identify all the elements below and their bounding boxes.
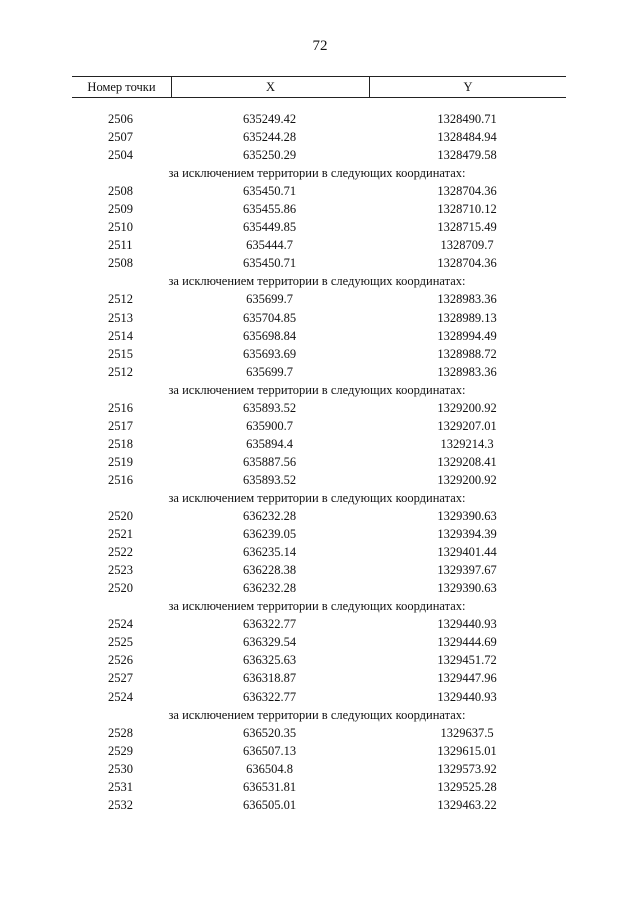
- point-number-cell: 2509: [108, 202, 133, 217]
- table-row: [72, 236, 566, 254]
- x-coordinate-cell: 636232.28: [242, 509, 297, 524]
- point-number-cell: 2512: [108, 292, 133, 307]
- table-body: [72, 110, 566, 814]
- point-number-cell: 2506: [108, 112, 133, 126]
- table-row: [72, 543, 566, 561]
- table-row: [72, 182, 566, 200]
- x-coordinate-cell: 636504.8: [246, 761, 293, 776]
- point-number-cell: 2519: [108, 454, 133, 469]
- point-number-cell: 2514: [108, 328, 133, 343]
- y-coordinate-cell: 1329207.01: [437, 418, 497, 433]
- x-coordinate-cell: 636531.81: [242, 779, 297, 794]
- x-coordinate-cell: 636318.87: [242, 671, 297, 686]
- x-coordinate-cell: 635449.85: [242, 220, 297, 235]
- y-coordinate-cell: 1329463.22: [437, 797, 497, 812]
- x-coordinate-cell: 635894.4: [246, 436, 293, 451]
- y-coordinate-cell: 1329390.63: [437, 581, 497, 596]
- table-row: [72, 688, 566, 706]
- exclusion-note-text: за исключением территории в следующих координатах:: [168, 490, 466, 505]
- point-number-cell: 2524: [108, 689, 133, 704]
- x-coordinate-cell: 636325.63: [242, 653, 297, 668]
- table-row: [72, 146, 566, 164]
- exclusion-note-text: за исключением территории в следующих координатах:: [168, 382, 466, 397]
- y-coordinate-cell: 1329573.92: [437, 761, 497, 776]
- point-number-cell: 2527: [108, 671, 133, 686]
- point-number-cell: 2513: [108, 310, 133, 325]
- header-y: Y: [463, 80, 473, 94]
- y-coordinate-cell: 1329637.5: [440, 725, 494, 740]
- x-coordinate-cell: 635450.71: [242, 256, 297, 271]
- table-row: [72, 435, 566, 453]
- table-row: [72, 724, 566, 742]
- y-coordinate-cell: 1328704.36: [437, 256, 497, 271]
- exclusion-note-row: [72, 272, 566, 290]
- table-row: [72, 110, 566, 128]
- point-number-cell: 2504: [108, 148, 133, 163]
- table-row: [72, 200, 566, 218]
- point-number-cell: 2532: [108, 797, 133, 812]
- point-number-cell: 2523: [108, 563, 133, 578]
- exclusion-note-text: за исключением территории в следующих координатах:: [168, 599, 466, 614]
- point-number-cell: 2508: [108, 256, 133, 271]
- table-row: [72, 309, 566, 327]
- table-row: [72, 778, 566, 796]
- exclusion-note-text: за исключением территории в следующих координатах:: [168, 274, 466, 289]
- x-coordinate-cell: 635704.85: [242, 310, 297, 325]
- table-row: [72, 651, 566, 669]
- table-row: [72, 345, 566, 363]
- table-row: [72, 760, 566, 778]
- table-row: [72, 633, 566, 651]
- point-number-cell: 2530: [108, 761, 133, 776]
- point-number-cell: 2531: [108, 779, 133, 794]
- point-number-cell: 2524: [108, 617, 133, 632]
- point-number-cell: 2510: [108, 220, 133, 235]
- exclusion-note-row: [72, 706, 566, 724]
- x-coordinate-cell: 635699.7: [246, 364, 293, 379]
- exclusion-note-row: [72, 164, 566, 182]
- table-row: [72, 254, 566, 272]
- point-number-cell: 2512: [108, 364, 133, 379]
- x-coordinate-cell: 635900.7: [246, 418, 293, 433]
- y-coordinate-cell: 1329397.67: [437, 563, 497, 578]
- point-number-cell: 2517: [108, 418, 133, 433]
- x-coordinate-cell: 636505.01: [242, 797, 297, 812]
- y-coordinate-cell: 1328994.49: [437, 328, 497, 343]
- exclusion-note-row: [72, 489, 566, 507]
- x-coordinate-cell: 636322.77: [242, 617, 297, 632]
- x-coordinate-cell: 636322.77: [242, 689, 297, 704]
- y-coordinate-cell: 1329208.41: [437, 454, 497, 469]
- point-number-cell: 2511: [108, 238, 133, 253]
- point-number-cell: 2528: [108, 725, 133, 740]
- x-coordinate-cell: 636232.28: [242, 581, 297, 596]
- exclusion-note-text: за исключением территории в следующих координатах:: [168, 707, 466, 722]
- x-coordinate-cell: 635893.52: [242, 400, 297, 415]
- y-coordinate-cell: 1328704.36: [437, 184, 497, 199]
- x-coordinate-cell: 636329.54: [242, 635, 297, 650]
- x-coordinate-cell: 635699.7: [246, 292, 293, 307]
- y-coordinate-cell: 1329444.69: [437, 635, 497, 650]
- table-row: [72, 561, 566, 579]
- y-coordinate-cell: 1328983.36: [437, 364, 497, 379]
- point-number-cell: 2525: [108, 635, 133, 650]
- table-row: [72, 742, 566, 760]
- point-number-cell: 2515: [108, 346, 133, 361]
- point-number-cell: 2516: [108, 472, 133, 487]
- x-coordinate-cell: 635249.42: [242, 112, 297, 126]
- y-coordinate-cell: 1328709.7: [440, 238, 494, 253]
- table-row: [72, 579, 566, 597]
- table-row: [72, 615, 566, 633]
- y-coordinate-cell: 1328715.49: [437, 220, 497, 235]
- y-coordinate-cell: 1328479.58: [437, 148, 497, 163]
- point-number-cell: 2529: [108, 743, 133, 758]
- table-row: [72, 453, 566, 471]
- point-number-cell: 2521: [108, 527, 133, 542]
- exclusion-note-text: за исключением территории в следующих координатах:: [168, 166, 466, 181]
- x-coordinate-cell: 635698.84: [242, 328, 297, 343]
- page-number: 72: [312, 38, 328, 54]
- header-x: X: [172, 77, 370, 97]
- x-coordinate-cell: 635455.86: [242, 202, 297, 217]
- exclusion-note-row: [72, 597, 566, 615]
- point-number-cell: 2518: [108, 436, 133, 451]
- point-number-cell: 2508: [108, 184, 133, 199]
- table-row: [72, 471, 566, 489]
- y-coordinate-cell: 1329394.39: [437, 527, 497, 542]
- x-coordinate-cell: 635444.7: [246, 238, 293, 253]
- x-coordinate-cell: 635893.52: [242, 472, 297, 487]
- point-number-cell: 2526: [108, 653, 133, 668]
- x-coordinate-cell: 636235.14: [242, 545, 297, 560]
- y-coordinate-cell: 1328490.71: [437, 112, 497, 126]
- point-number-cell: 2520: [108, 509, 133, 524]
- x-coordinate-cell: 636507.13: [242, 743, 297, 758]
- y-coordinate-cell: 1329214.3: [440, 436, 494, 451]
- y-coordinate-cell: 1329525.28: [437, 779, 497, 794]
- y-coordinate-cell: 1329440.93: [437, 617, 497, 632]
- y-coordinate-cell: 1328988.72: [437, 346, 497, 361]
- x-coordinate-cell: 635244.28: [242, 130, 297, 145]
- point-number-cell: 2507: [108, 130, 133, 145]
- x-coordinate-cell: 635250.29: [242, 148, 297, 163]
- table-row: [72, 796, 566, 814]
- y-coordinate-cell: 1328983.36: [437, 292, 497, 307]
- y-coordinate-cell: 1329451.72: [437, 653, 497, 668]
- y-coordinate-cell: 1329200.92: [437, 400, 497, 415]
- y-coordinate-cell: 1328484.94: [437, 130, 497, 145]
- x-coordinate-cell: 635693.69: [242, 346, 297, 361]
- table-row: [72, 669, 566, 687]
- point-number-cell: 2522: [108, 545, 133, 560]
- coordinates-table: [72, 76, 566, 814]
- point-number-cell: 2516: [108, 400, 133, 415]
- table-row: [72, 363, 566, 381]
- exclusion-note-row: [72, 381, 566, 399]
- y-coordinate-cell: 1328989.13: [437, 310, 497, 325]
- table-header: [72, 76, 566, 98]
- y-coordinate-cell: 1329447.96: [437, 671, 497, 686]
- table-row: [72, 417, 566, 435]
- table-row: [72, 525, 566, 543]
- y-coordinate-cell: 1329200.92: [437, 472, 497, 487]
- x-coordinate-cell: 635887.56: [242, 454, 297, 469]
- table-row: [72, 290, 566, 308]
- table-row: [72, 327, 566, 345]
- table-row: [72, 218, 566, 236]
- y-coordinate-cell: 1329401.44: [437, 545, 497, 560]
- y-coordinate-cell: 1328710.12: [437, 202, 497, 217]
- x-coordinate-cell: 636228.38: [242, 563, 297, 578]
- y-coordinate-cell: 1329615.01: [437, 743, 497, 758]
- y-coordinate-cell: 1329390.63: [437, 509, 497, 524]
- table-row: [72, 507, 566, 525]
- point-number-cell: 2520: [108, 581, 133, 596]
- table-row: [72, 399, 566, 417]
- header-point-number: Номер точки: [72, 77, 172, 97]
- x-coordinate-cell: 635450.71: [242, 184, 297, 199]
- y-coordinate-cell: 1329440.93: [437, 689, 497, 704]
- x-coordinate-cell: 636239.05: [242, 527, 297, 542]
- table-row: [72, 128, 566, 146]
- x-coordinate-cell: 636520.35: [242, 725, 297, 740]
